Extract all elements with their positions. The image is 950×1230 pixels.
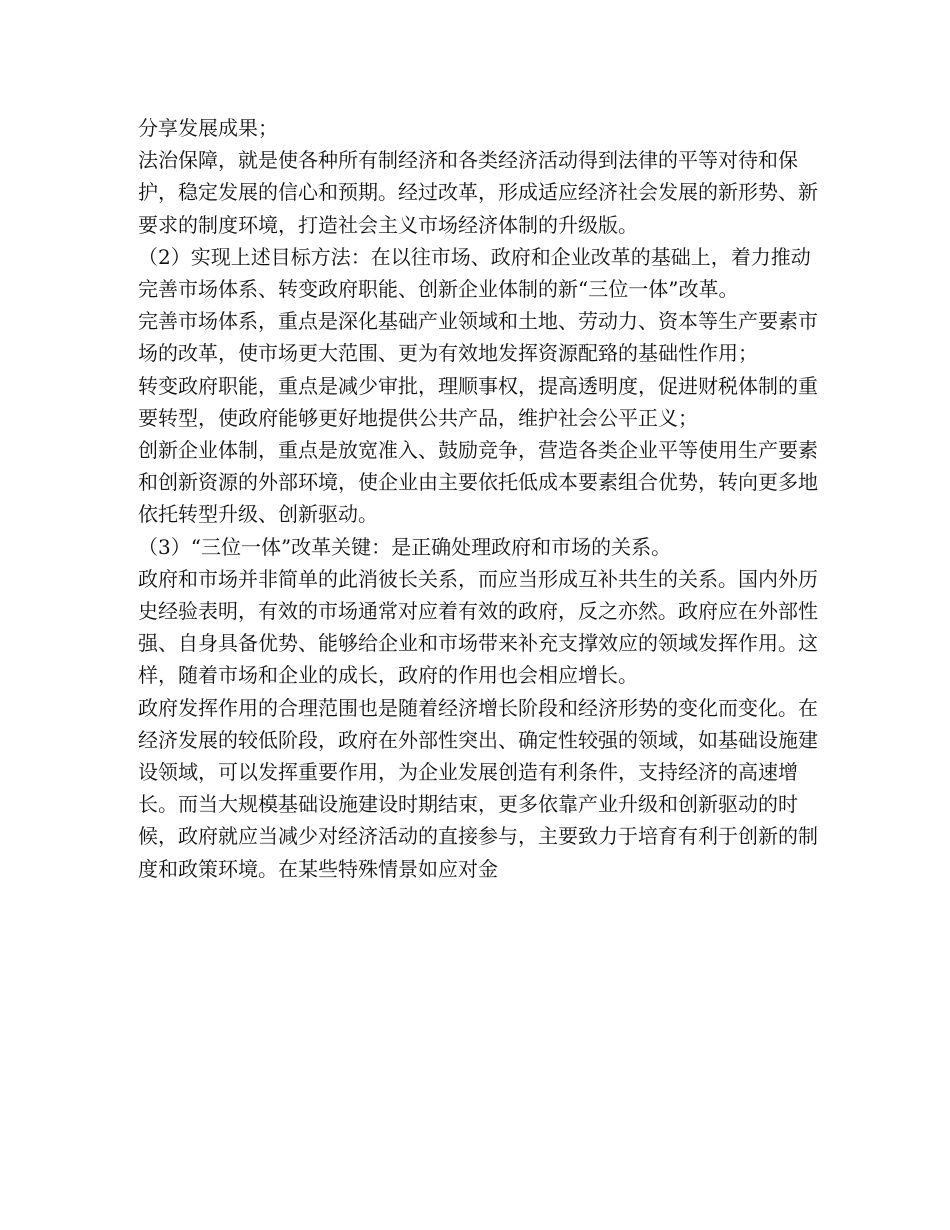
document-body: [138, 112, 818, 885]
paragraph-9: 政府发挥作用的合理范围也是随着经济增长阶段和经济形势的变化而变化。在经济发展的较低阶段，政府在外部性突出、确定性较强的领域，如基础设施建设领域，可以发挥重要作用，为企业发展创造有利条件，支持经济的高速增长。而当大规模基础设施建设时期结束，更多依靠产业升级和创新驱动的时候，政府就应当减少对经济活动的直接参与，主要致力于培育有利于创新的制度和政策环境。在某些特殊情景如应对金: [138, 695, 818, 881]
paragraph-5: 转变政府职能，重点是减少审批，理顺事权，提高透明度，促进财税体制的重要转型，使政府能够更好地提供公共产品，维护社会公平正义；: [138, 373, 818, 430]
paragraph-7: （3）“三位一体”改革关键：是正确处理政府和市场的关系。: [138, 534, 672, 559]
paragraph-8: 政府和市场并非简单的此消彼长关系，而应当形成互补共生的关系。国内外历史经验表明，有效的市场通常对应着有效的政府，反之亦然。政府应在外部性强、自身具备优势、能够给企业和市场带来补充支撑效应的领域发挥作用。这样，随着市场和企业的成长，政府的作用也会相应增长。: [138, 566, 818, 688]
paragraph-3: （2）实现上述目标方法：在以往市场、政府和企业改革的基础上，着力推动完善市场体系、转变政府职能、创新企业体制的新“三位一体”改革。: [138, 244, 811, 302]
paragraph-4: 完善市场体系，重点是深化基础产业领域和土地、劳动力、资本等生产要素市场的改革，使市场更大范围、更为有效地发挥资源配臵的基础性作用；: [138, 309, 818, 366]
paragraph-2: 法治保障，就是使各种所有制经济和各类经济活动得到法律的平等对待和保护，稳定发展的信心和预期。经过改革，形成适应经济社会发展的新形势、新要求的制度环境，打造社会主义市场经济体制的升级版。: [138, 148, 818, 237]
paragraph-1: 分享发展成果；: [138, 116, 278, 140]
paragraph-6: 创新企业体制，重点是放宽准入、鼓励竞争，营造各类企业平等使用生产要素和创新资源的外部环境，使企业由主要依托低成本要素组合优势，转向更多地依托转型升级、创新驱动。: [138, 438, 818, 527]
